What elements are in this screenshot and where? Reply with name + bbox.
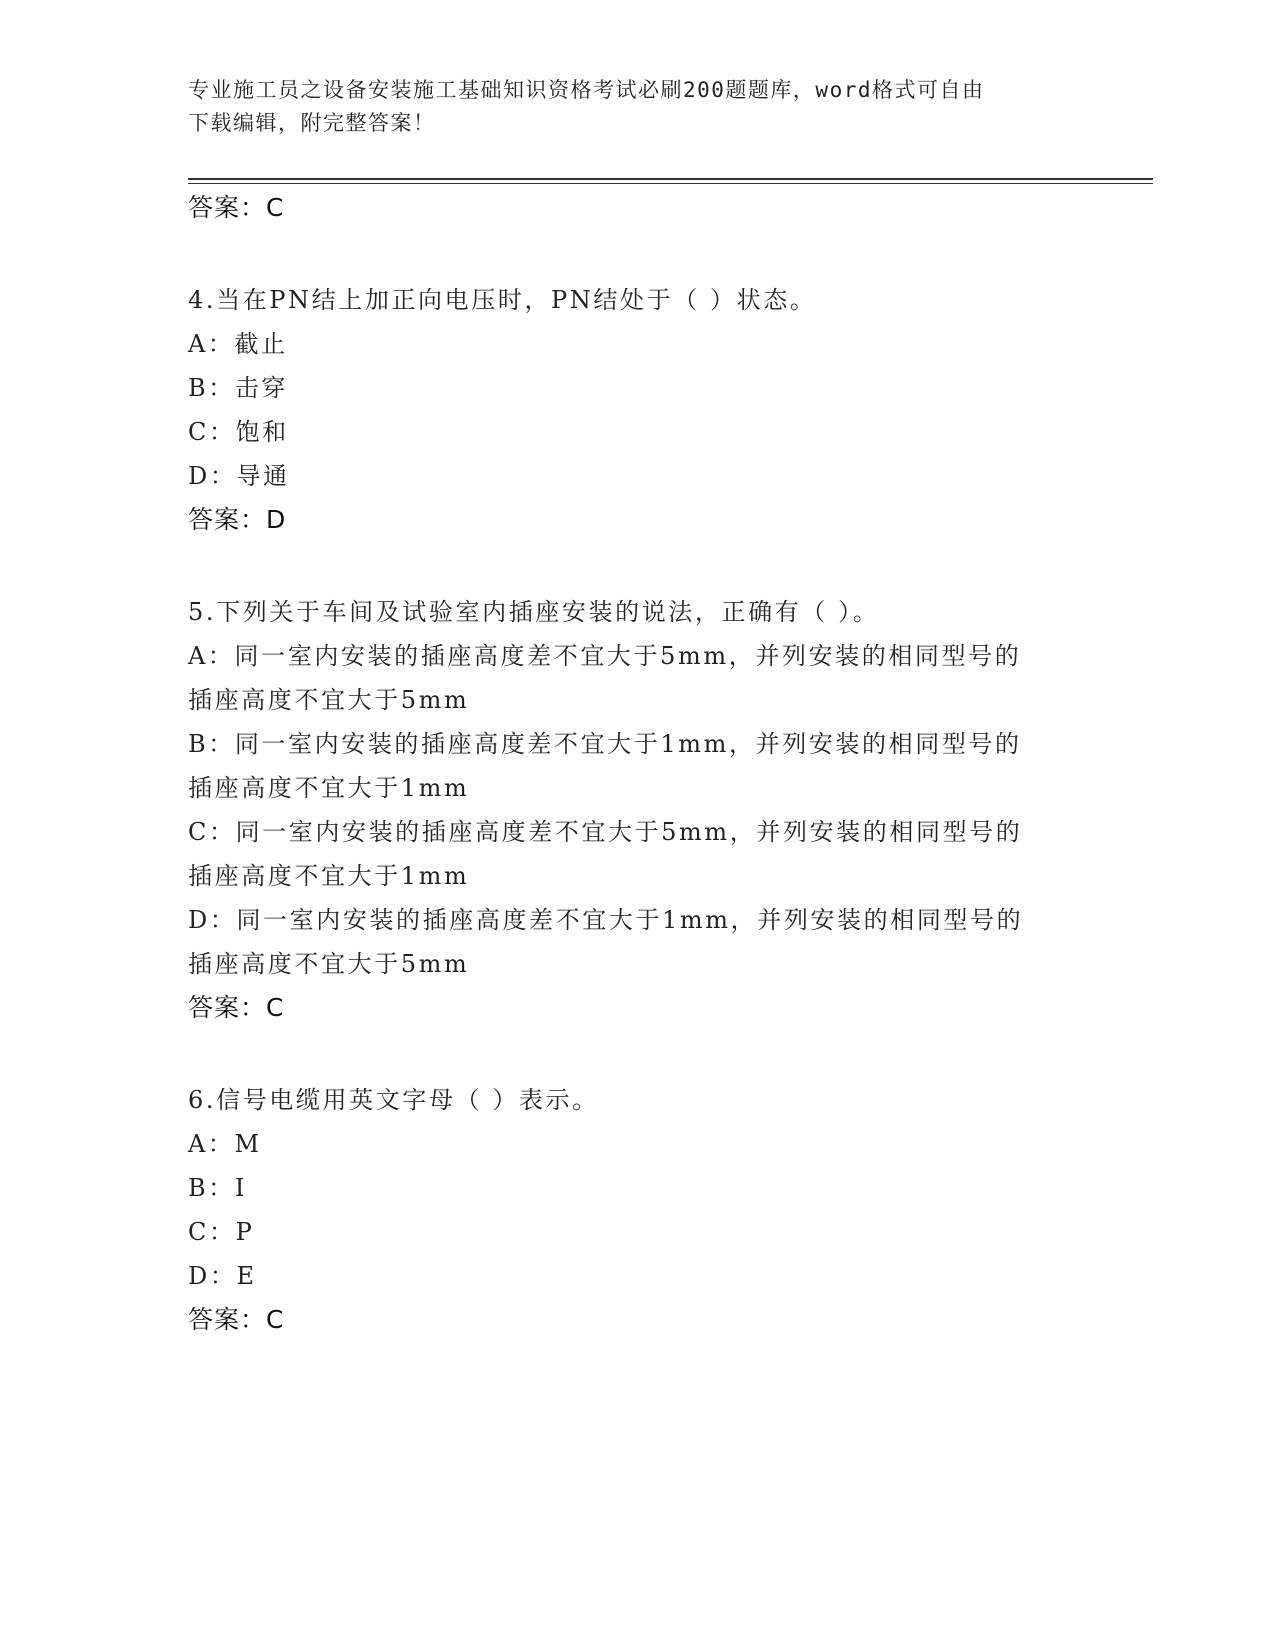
question-5-option-b-line-2: 插座高度不宜大于1mm	[188, 774, 470, 802]
question-5-option-c-line-2: 插座高度不宜大于1mm	[188, 862, 470, 890]
question-6-answer: 答案：C	[188, 1305, 285, 1334]
question-4-option-d: D：导通	[188, 462, 290, 490]
question-5-option-a-line-2: 插座高度不宜大于5mm	[188, 686, 470, 714]
question-6-option-a: A：M	[188, 1130, 262, 1158]
question-5-stem: 5.下列关于车间及试验室内插座安装的说法，正确有（ ）。	[188, 598, 880, 626]
header-line-2: 下载编辑，附完整答案！	[188, 111, 436, 135]
question-4-option-a: A：截止	[188, 330, 288, 358]
question-4-answer: 答案：D	[188, 505, 287, 534]
question-5-option-d-line-1: D：同一室内安装的插座高度差不宜大于1mm，并列安装的相同型号的	[188, 906, 1024, 934]
header-divider-thick	[188, 178, 1153, 180]
question-6-option-c: C：P	[188, 1218, 255, 1246]
header-divider-thin	[188, 183, 1153, 184]
question-5-answer: 答案：C	[188, 993, 285, 1022]
question-5-option-a-line-1: A：同一室内安装的插座高度差不宜大于5mm，并列安装的相同型号的	[188, 642, 1022, 670]
question-4-option-b: B：击穿	[188, 374, 289, 402]
question-5-option-c-line-1: C：同一室内安装的插座高度差不宜大于5mm，并列安装的相同型号的	[188, 818, 1023, 846]
document-header	[188, 74, 1088, 140]
question-6-option-d: D：E	[188, 1262, 257, 1290]
question-4-stem: 4.当在PN结上加正向电压时，PN结处于（ ）状态。	[188, 286, 817, 314]
question-4-option-c: C：饱和	[188, 418, 289, 446]
header-line-1: 专业施工员之设备安装施工基础知识资格考试必刷200题题库，word格式可自由	[188, 78, 985, 102]
answer-prev: 答案：C	[188, 193, 285, 222]
question-6-stem: 6.信号电缆用英文字母（ ）表示。	[188, 1086, 599, 1114]
question-6-option-b: B：I	[188, 1174, 247, 1202]
question-5-option-d-line-2: 插座高度不宜大于5mm	[188, 950, 470, 978]
question-5-option-b-line-1: B：同一室内安装的插座高度差不宜大于1mm，并列安装的相同型号的	[188, 730, 1022, 758]
